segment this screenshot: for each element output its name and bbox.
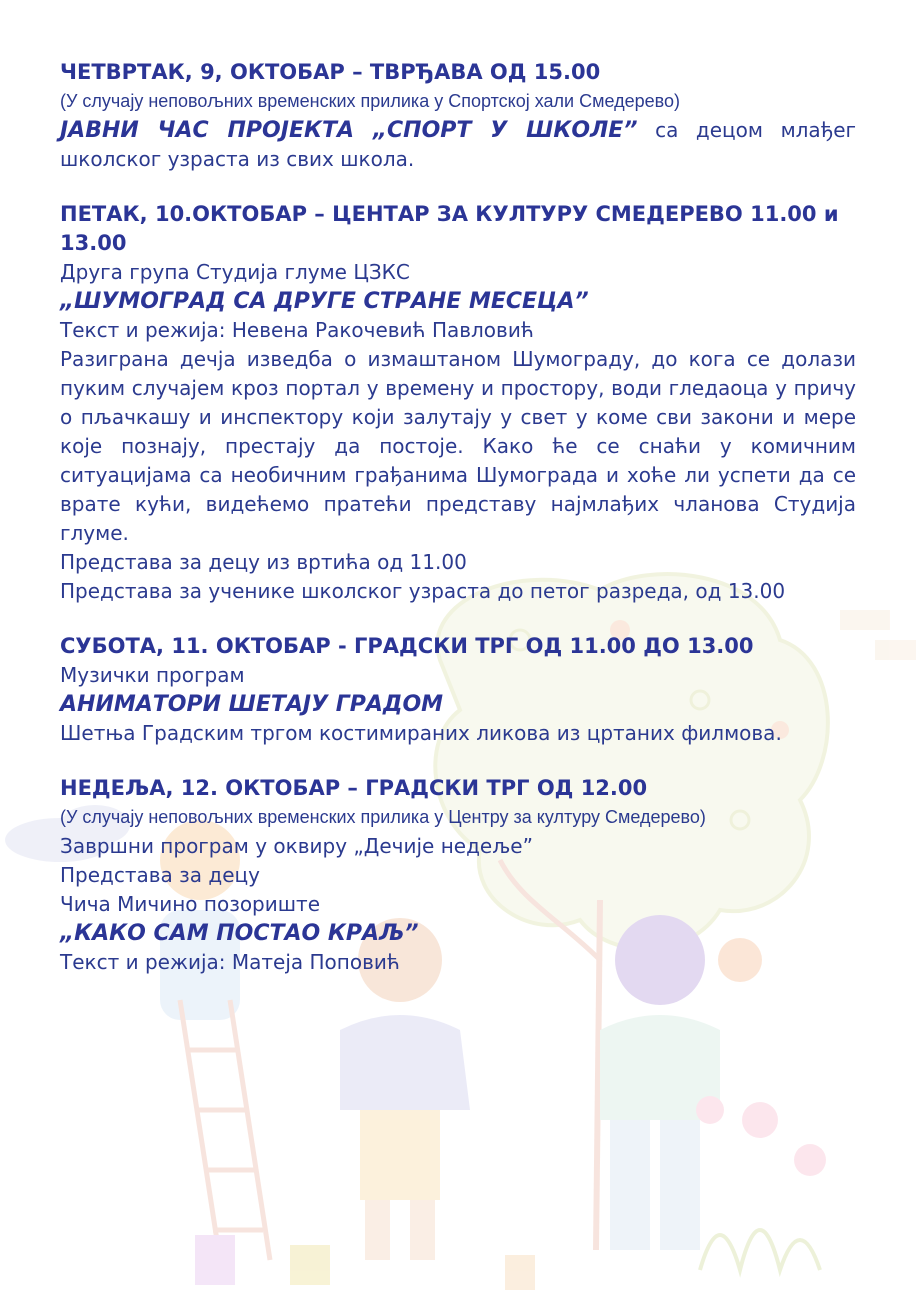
event-description: Разиграна дечја изведба о измаштаном Шумограду, до кога се долази пуким случајем кроз портал у времену и простору, води гледаоца у причу о пљачкашу и инспектору који залутају у свет у коме сви закони и мере које познају, престају да постоје. Како ће се снаћи у комичним ситуацијама са необичним грађанима Шумограда и хоће ли успети да се врате кући, видећемо пратећи представу најмлађих чланова Студија глуме. (60, 347, 856, 545)
event-title: ЈАВНИ ЧАС ПРОЈЕКТА „СПОРТ У ШКОЛЕ” (60, 118, 638, 143)
credits-line: Текст и режија: Невена Ракочевић Павловић (60, 318, 534, 342)
day-heading: НЕДЕЉА, 12. ОКТОБАР – ГРАДСКИ ТРГ ОД 12.00 (60, 776, 648, 800)
program-line: Завршни програм у оквиру „Дечије недеље” (60, 834, 533, 858)
event-description (60, 116, 856, 174)
day-heading: ЧЕТВРТАК, 9, ОКТОБАР – ТВРЂАВА ОД 15.00 (60, 60, 601, 84)
section-friday (60, 200, 856, 606)
program-type: Музички програм (60, 663, 245, 687)
event-title: АНИМАТОРИ ШЕТАЈУ ГРАДОМ (60, 692, 444, 717)
weather-note: (У случају неповољних временских прилика у Спортској хали Смедерево) (60, 91, 680, 111)
event-title: „ШУМОГРАД СА ДРУГЕ СТРАНЕ МЕСЕЦА” (60, 289, 589, 314)
credits-line: Текст и режија: Матеја Поповић (60, 950, 400, 974)
theatre-name: Чича Мичино позориште (60, 892, 321, 916)
day-heading: ПЕТАК, 10.ОКТОБАР – ЦЕНТАР ЗА КУЛТУРУ СМЕДЕРЕВО 11.00 и 13.00 (60, 202, 839, 255)
day-heading: СУБОТА, 11. ОКТОБАР - ГРАДСКИ ТРГ ОД 11.00 ДО 13.00 (60, 634, 754, 658)
show-time-school: Представа за ученике школског узраста до петог разреда, од 13.00 (60, 579, 786, 603)
performer-line: Друга група Студија глуме ЦЗКС (60, 260, 410, 284)
flower (742, 1102, 778, 1138)
event-title-rest: са децом млађег школског узраста из свих школа. (60, 118, 857, 171)
program-schedule (60, 58, 856, 1003)
event-title: „КАКО САМ ПОСТАО КРАЉ” (60, 921, 419, 946)
section-sunday (60, 774, 856, 977)
event-description: Шетња Градским тргом костимираних ликова из цртаних филмова. (60, 721, 782, 745)
section-saturday (60, 632, 856, 748)
show-time-kindergarten: Представа за децу из вртића од 11.00 (60, 550, 467, 574)
weather-note: (У случају неповољних временских прилика у Центру за културу Смедерево) (60, 807, 706, 827)
show-type: Представа за децу (60, 863, 260, 887)
section-thursday (60, 58, 856, 174)
